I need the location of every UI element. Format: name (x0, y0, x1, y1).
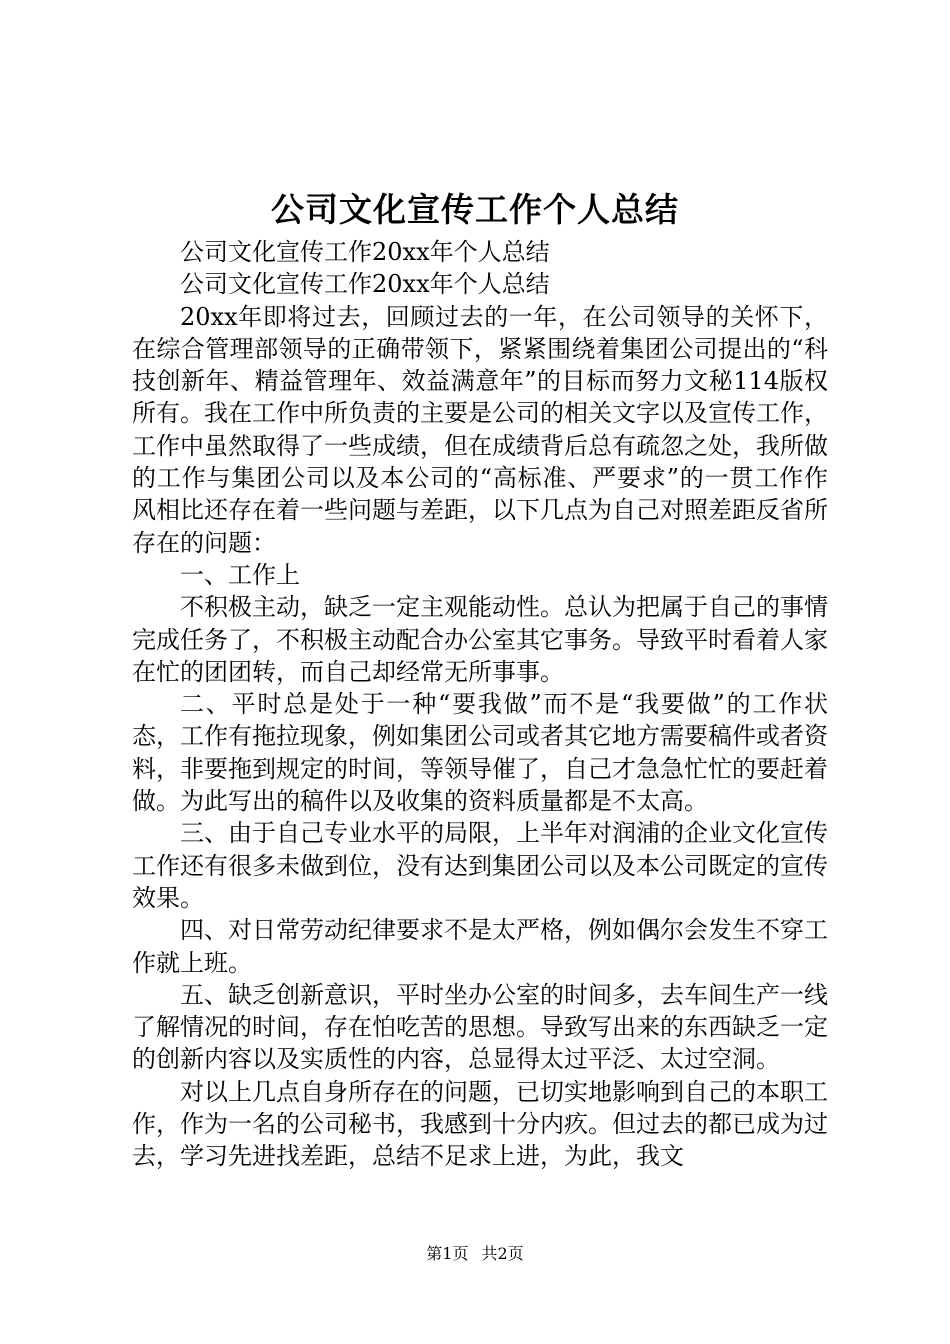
page-footer (0, 1242, 950, 1266)
body-paragraph: 五、缺乏创新意识，平时坐办公室的时间多，去车间生产一线了解情况的时间，存在怕吃苦的思想。导致写出来的东西缺乏一定的创新内容以及实质性的内容，总显得太过平泛、太过空洞。 (132, 980, 828, 1074)
body-paragraph: 对以上几点自身所存在的问题，已切实地影响到自己的本职工作，作为一名的公司秘书，我感到十分内疚。但过去的都已成为过去，学习先进找差距，总结不足求上进，为此，我文 (132, 1077, 828, 1171)
body-paragraph: 二、平时总是处于一种“要我做”而不是“我要做”的工作状态，工作有拖拉现象，例如集团公司或者其它地方需要稿件或者资料，非要拖到规定的时间，等领导催了，自己才急急忙忙的要赶着做。为此写出的稿件以及收集的资料质量都是不太高。 (132, 690, 828, 816)
page-number: 第1页 (426, 1244, 469, 1263)
document-title: 公司文化宣传工作个人总结 (271, 190, 679, 229)
body-paragraph: 20xx年即将过去，回顾过去的一年，在公司领导的关怀下，在综合管理部领导的正确带领下，紧紧围绕着集团公司提出的“科技创新年、精益管理年、效益满意年”的目标而努力文秘114版权所有。我在工作中所负责的主要是公司的相关文字以及宣传工作，工作中虽然取得了一些成绩，但在成绩背后总有疏忽之处，我所做的工作与集团公司以及本公司的“高标准、严要求”的一贯工作作风相比还存在着一些问题与差距，以下几点为自己对照差距反省所存在的问题： (132, 302, 828, 557)
body-paragraph: 三、由于自己专业水平的局限，上半年对润浦的企业文化宣传工作还有很多未做到位，没有达到集团公司以及本公司既定的宣传效果。 (132, 819, 828, 912)
body-paragraph: 四、对日常劳动纪律要求不是太严格，例如偶尔会发生不穿工作就上班。 (132, 916, 828, 977)
subtitle-line: 公司文化宣传工作20xx年个人总结 (180, 238, 550, 266)
document-body (132, 236, 828, 1173)
section-heading: 一、工作上 (180, 560, 300, 589)
page-total: 共2页 (481, 1244, 524, 1263)
body-paragraph: 不积极主动，缺乏一定主观能动性。总认为把属于自己的事情完成任务了，不积极主动配合办公室其它事务。导致平时看着人家在忙的团团转，而自己却经常无所事事。 (132, 593, 828, 686)
subtitle-line: 公司文化宣传工作20xx年个人总结 (180, 270, 550, 299)
